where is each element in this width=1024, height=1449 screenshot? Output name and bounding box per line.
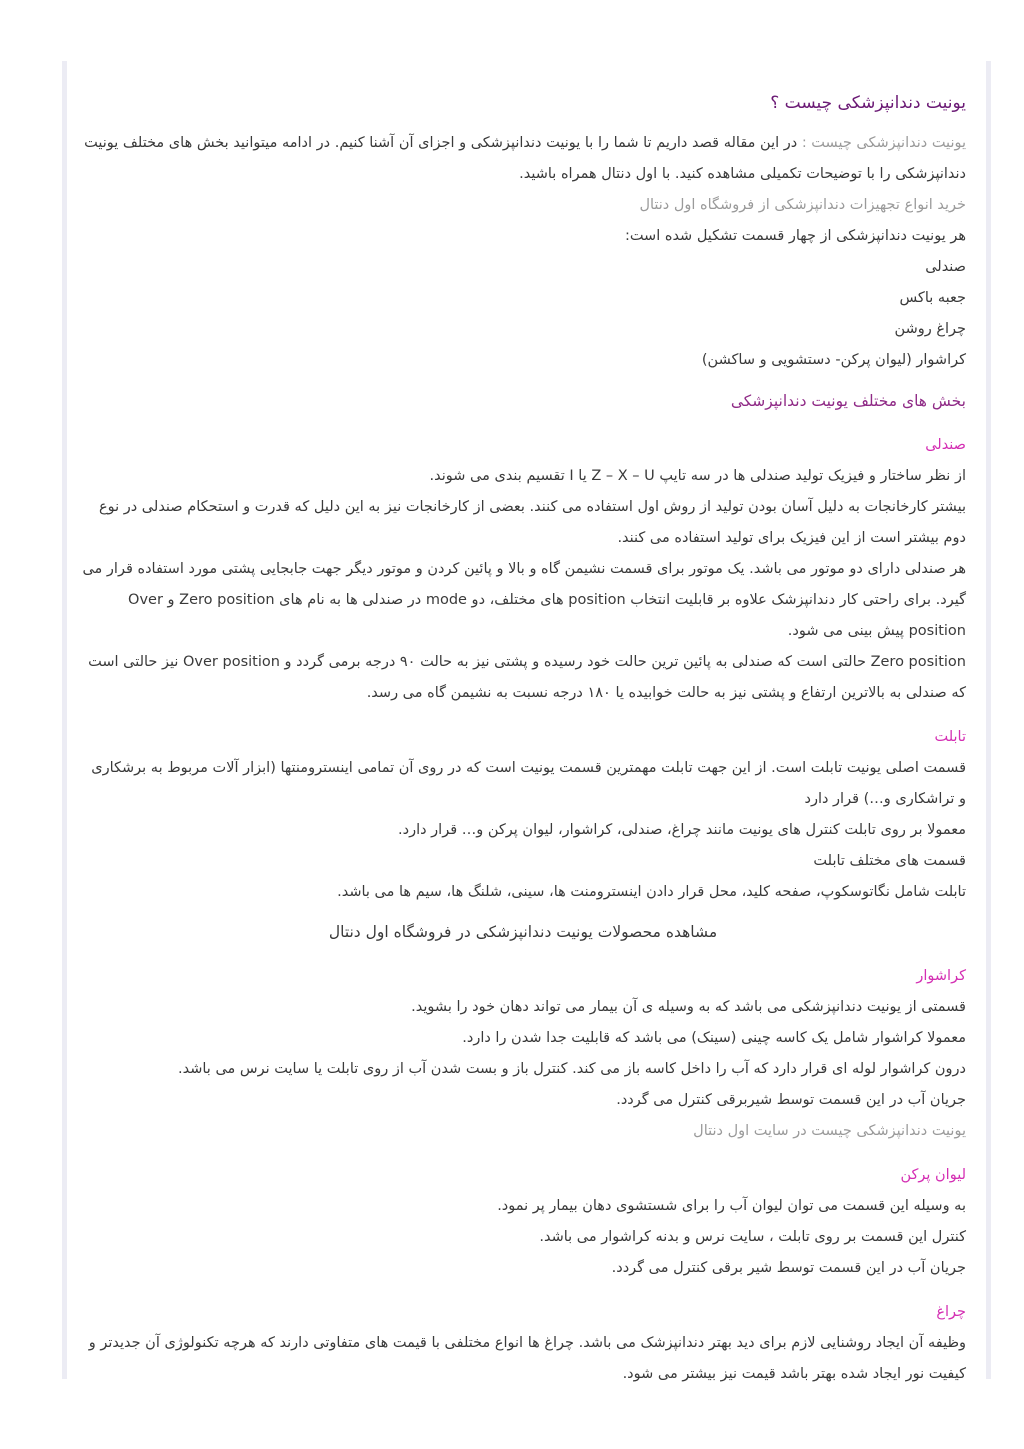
lamp-heading: چراغ bbox=[936, 1304, 966, 1320]
part-item: صندلی bbox=[925, 259, 966, 275]
chair-paragraph: هر صندلی دارای دو موتور می باشد. یک موتور برای قسمت نشیمن گاه و بالا و پائین کردن و موتور دیگر جهت جابجایی پشتی مورد استفاده قرار می گیرد. برای راحتی کار دندانپزشک علاوه بر قابلیت انتخاب position های مختلف، دو mode در صندلی ها به نام های Zero position و Over position پیش بینی می شود. bbox=[82, 561, 966, 639]
tablet-paragraph: معمولا بر روی تابلت کنترل های یونیت مانند چراغ، صندلی، کراشوار، لیوان پرکن و… قرار دارد. bbox=[398, 822, 966, 838]
tablet-heading: تابلت bbox=[934, 729, 966, 745]
intro-paragraph bbox=[80, 128, 966, 190]
lamp-paragraph: وظیفه آن ایجاد روشنایی لازم برای دید بهتر دندانپزشک می باشد. چراغ ها انواع مختلفی با قیمت های متفاوتی دارند که هرچه تکنولوژی آن جدیدتر و کیفیت نور ایجاد شده بهتر باشد قیمت نیز بیشتر می شود. bbox=[88, 1335, 966, 1382]
sections-heading: بخش های مختلف یونیت دندانپزشکی bbox=[730, 392, 966, 410]
chair-paragraph: بیشتر کارخانجات به دلیل آسان بودن تولید از روش اول استفاده می کنند. بعضی از کارخانجات نیز به این دلیل که قدرت و استحکام صندلی در نوع دوم بیشتر است از این فیزیک برای تولید استفاده می کنند. bbox=[98, 499, 966, 546]
chair-heading: صندلی bbox=[925, 437, 966, 453]
cup-filler-paragraph: جریان آب در این قسمت توسط شیر برقی کنترل می گردد. bbox=[611, 1260, 966, 1276]
cup-filler-paragraph: به وسیله این قسمت می توان لیوان آب را برای شستشوی دهان بیمار پر نمود. bbox=[497, 1198, 966, 1214]
part-item: جعبه باکس bbox=[899, 290, 966, 306]
chair-paragraph: از نظر ساختار و فیزیک تولید صندلی ها در سه تایپ Z – X – U یا I تقسیم بندی می شوند. bbox=[429, 468, 966, 484]
cup-filler-heading: لیوان پرکن bbox=[900, 1167, 966, 1183]
part-item: چراغ روشن bbox=[894, 321, 966, 337]
spittoon-heading: کراشوار bbox=[916, 968, 966, 984]
article-body bbox=[80, 88, 966, 1390]
spittoon-paragraph: قسمتی از یونیت دندانپزشکی می باشد که به وسیله ی آن بیمار می تواند دهان خود را بشوید. bbox=[411, 999, 966, 1015]
intro-lead-link[interactable]: یونیت دندانپزشکی چیست : bbox=[801, 135, 966, 151]
tablet-paragraph: قسمت اصلی یونیت تابلت است. از این جهت تابلت مهمترین قسمت یونیت است که در روی آن تمامی اینسترومنتها (ابزار آلات مربوط به برشکاری و تراشکاری و…) قرار دارد bbox=[91, 760, 966, 807]
tablet-paragraph: قسمت های مختلف تابلت bbox=[813, 853, 966, 869]
shop-link[interactable]: خرید انواع تجهیزات دندانپزشکی از فروشگاه اول دنتال bbox=[639, 197, 966, 213]
spittoon-paragraph: جریان آب در این قسمت توسط شیربرقی کنترل می گردد. bbox=[616, 1092, 966, 1108]
part-item: کراشوار (لیوان پرکن- دستشویی و ساکشن) bbox=[701, 352, 966, 368]
parts-intro: هر یونیت دندانپزشکی از چهار قسمت تشکیل شده است: bbox=[624, 228, 966, 244]
cup-filler-paragraph: کنترل این قسمت بر روی تابلت ، سایت نرس و بدنه کراشوار می باشد. bbox=[539, 1229, 966, 1245]
intro-text: در این مقاله قصد داریم تا شما را با یونیت دندانپزشکی و اجزای آن آشنا کنیم. در ادامه میتوانید بخش های مختلف یونیت دندانپزشکی را با توضیحات تکمیلی مشاهده کنید. با اول دنتال همراه باشید. bbox=[84, 135, 966, 182]
tablet-paragraph: تابلت شامل نگاتوسکوپ، صفحه کلید، محل قرار دادن اینسترومنت ها، سینی، شلنگ ها، سیم ها می باشد. bbox=[337, 884, 966, 900]
spittoon-paragraph: معمولا کراشوار شامل یک کاسه چینی (سینک) می باشد که قابلیت جدا شدن را دارد. bbox=[462, 1030, 966, 1046]
products-link[interactable]: مشاهده محصولات یونیت دندانپزشکی در فروشگاه اول دنتال bbox=[328, 923, 718, 941]
site-link[interactable]: یونیت دندانپزشکی چیست در سایت اول دنتال bbox=[693, 1123, 966, 1139]
article-title: یونیت دندانپزشکی چیست ؟ bbox=[770, 93, 966, 113]
spittoon-paragraph: درون کراشوار لوله ای قرار دارد که آب را داخل کاسه باز می کند. کنترل باز و بست شدن آب از روی تابلت یا سایت نرس می باشد. bbox=[178, 1061, 966, 1077]
chair-paragraph: Zero position حالتی است که صندلی به پائین ترین حالت خود رسیده و پشتی نیز به حالت ۹۰ درجه برمی گردد و Over position نیز حالتی است که صندلی به بالاترین ارتفاع و پشتی نیز به حالت خوابیده یا ۱۸۰ درجه نسبت به نشیمن گاه می رسد. bbox=[88, 654, 966, 701]
